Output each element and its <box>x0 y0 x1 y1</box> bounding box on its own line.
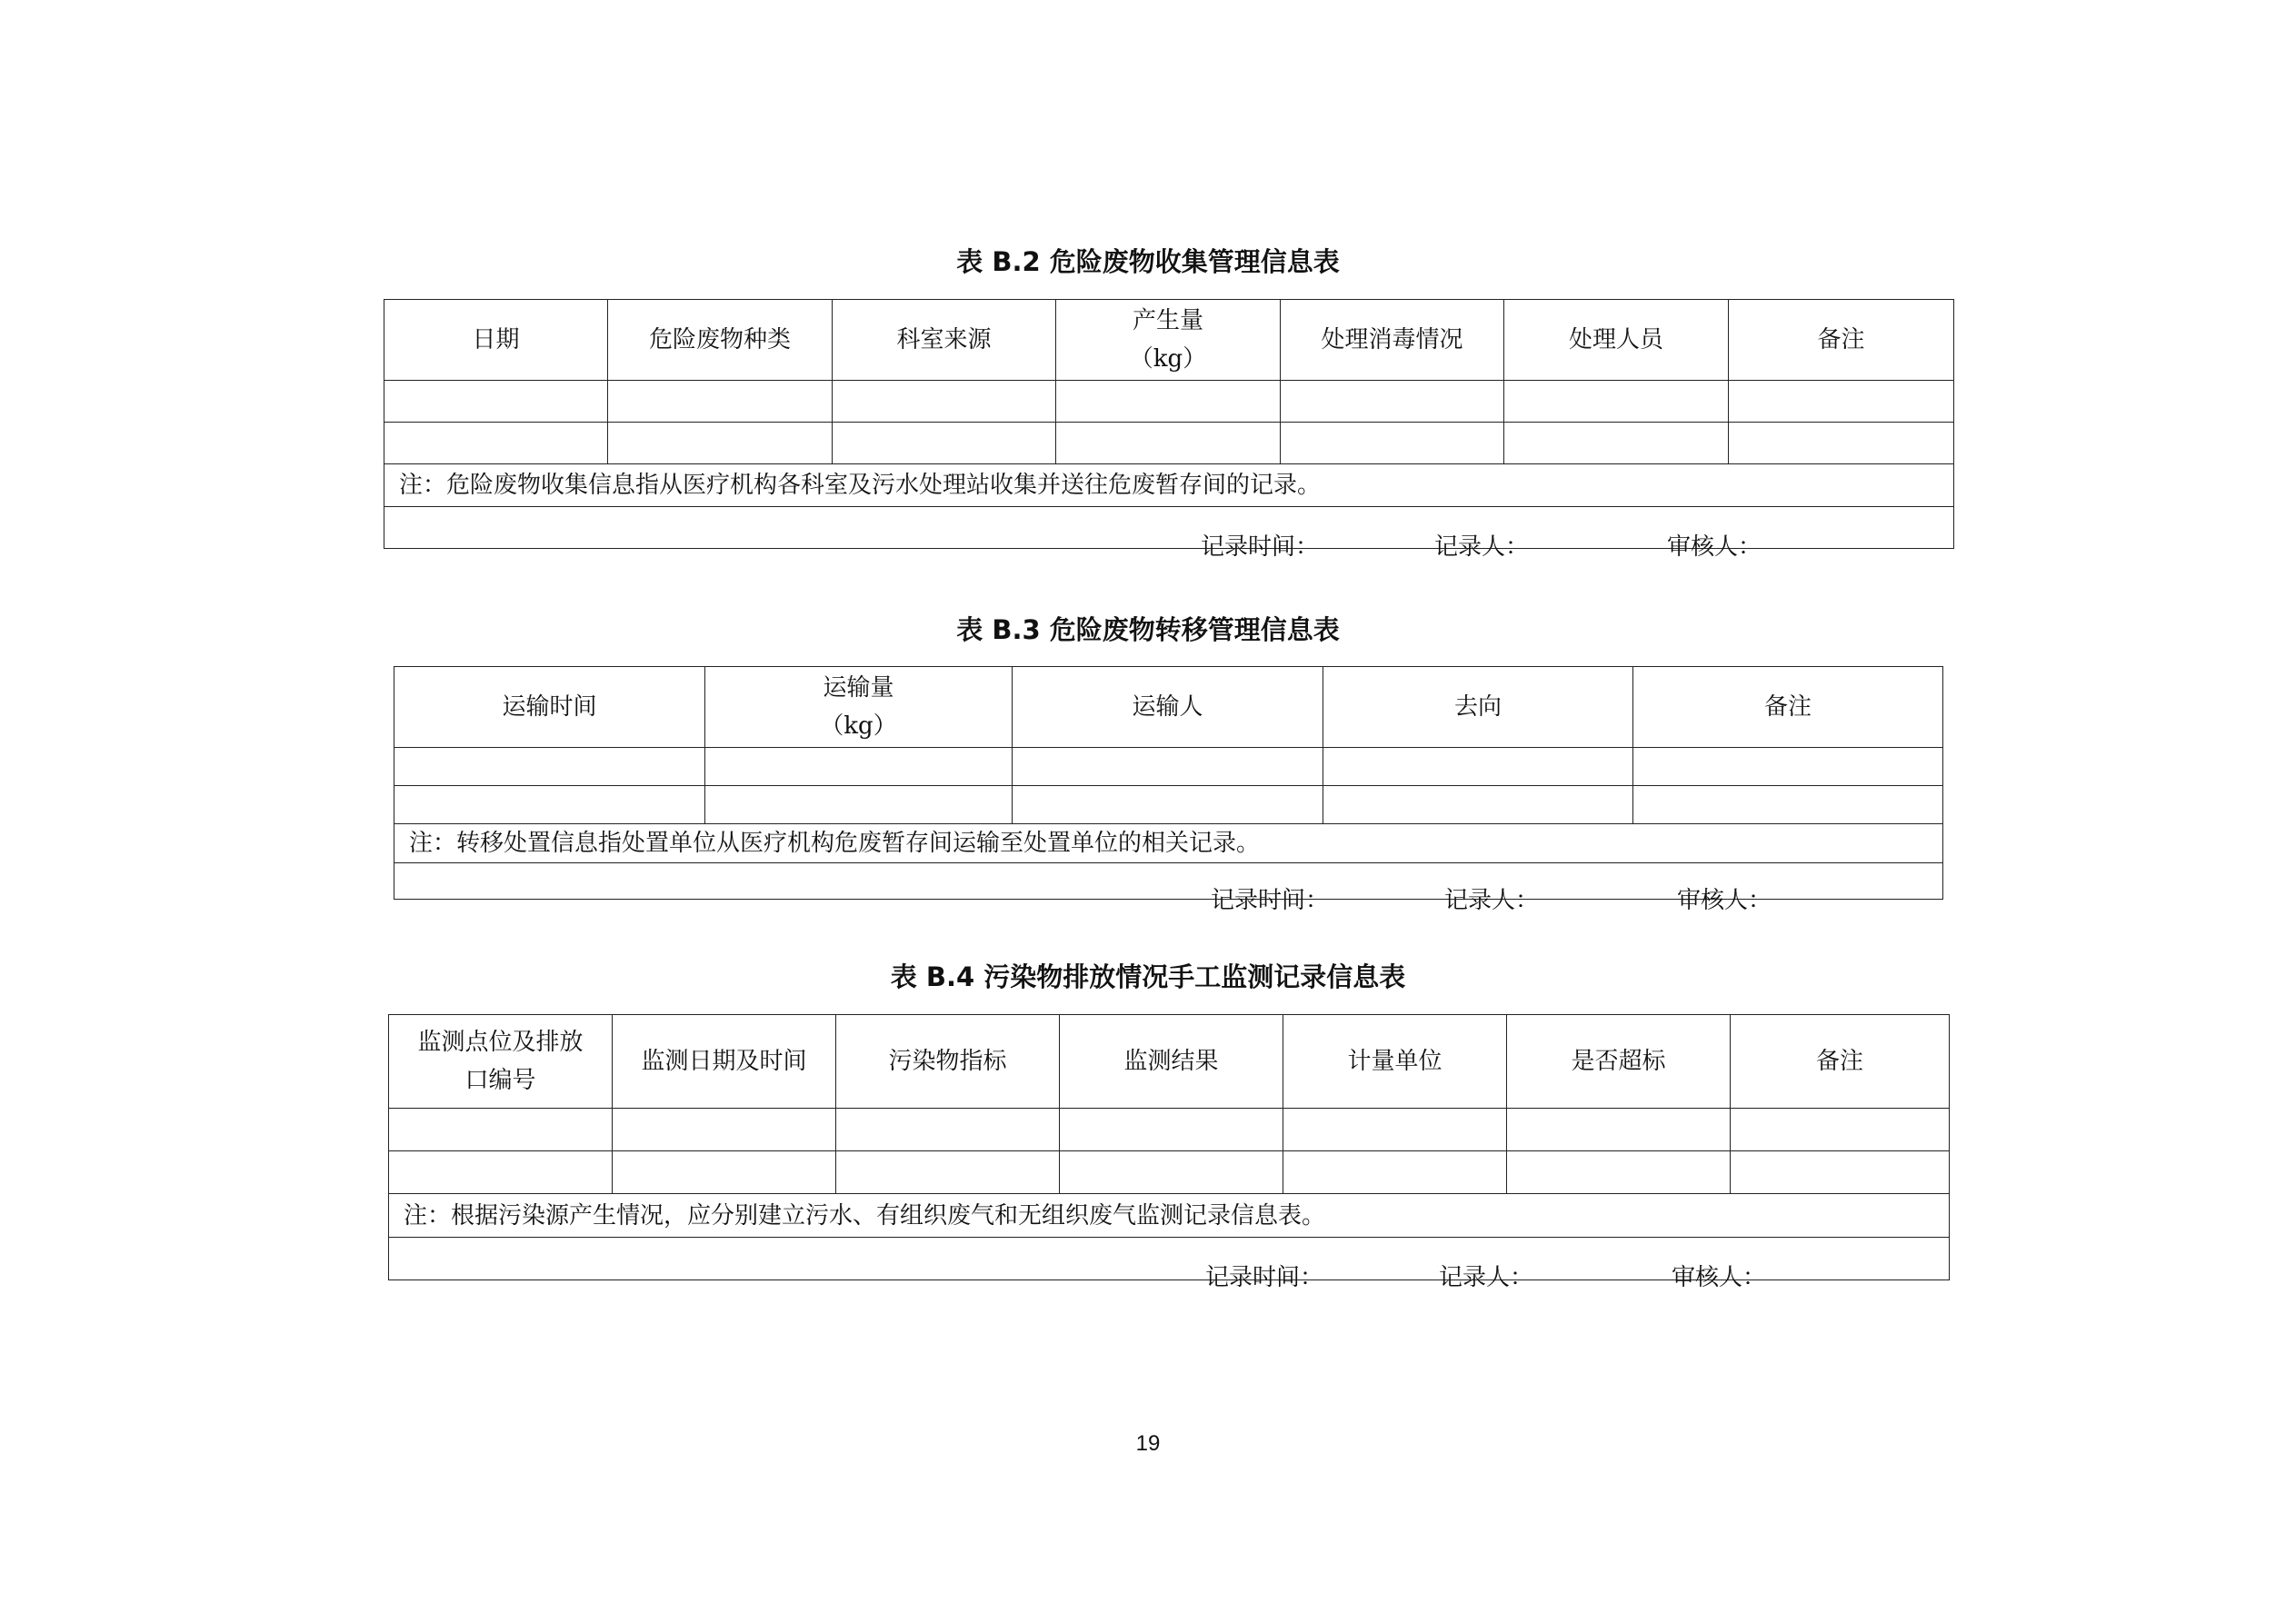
header-cell <box>389 1015 613 1109</box>
sign-cell <box>384 507 1954 561</box>
table-b2-title: 表 B.2 危险废物收集管理信息表 <box>956 246 1340 277</box>
header-cell: 科室来源 <box>833 300 1056 381</box>
table-cell[interactable] <box>613 1151 836 1194</box>
table-cell[interactable] <box>384 423 608 464</box>
table-cell[interactable] <box>1729 381 1954 423</box>
record-time-label: 记录时间： <box>1211 886 1330 914</box>
table-b2-note-row <box>384 464 1954 507</box>
header-cell: 备注 <box>1729 300 1954 381</box>
table-cell[interactable] <box>1060 1151 1283 1194</box>
table-b2 <box>384 299 1954 561</box>
table-cell[interactable] <box>394 786 705 824</box>
reviewer-label: 审核人： <box>1677 886 1772 914</box>
table-note: 注：转移处置信息指处置单位从医疗机构危废暂存间运输至处置单位的相关记录。 <box>394 824 1943 863</box>
table-cell[interactable] <box>1056 381 1281 423</box>
table-cell[interactable] <box>1633 748 1943 786</box>
table-b4 <box>388 1014 1950 1291</box>
table-cell[interactable] <box>1731 1151 1950 1194</box>
reviewer-label: 审核人： <box>1667 533 1762 561</box>
table-note: 注：危险废物收集信息指从医疗机构各科室及污水处理站收集并送往危废暂存间的记录。 <box>384 464 1954 507</box>
table-cell[interactable] <box>608 381 833 423</box>
table-row <box>394 786 1943 824</box>
table-b4-title: 表 B.4 污染物排放情况手工监测记录信息表 <box>890 961 1406 992</box>
header-cell <box>705 667 1013 748</box>
table-b4-note-row <box>389 1194 1950 1238</box>
header-cell-line: 运输量 <box>823 674 894 702</box>
table-row <box>394 748 1943 786</box>
table-cell[interactable] <box>836 1109 1060 1151</box>
table-row <box>389 1109 1950 1151</box>
record-time-label: 记录时间： <box>1205 1264 1324 1291</box>
table-b4-sign-row <box>389 1238 1950 1280</box>
header-cell: 处理消毒情况 <box>1281 300 1504 381</box>
recorder-label: 记录人： <box>1434 533 1530 561</box>
page-number: 19 <box>1135 1431 1161 1456</box>
table-cell[interactable] <box>1323 748 1633 786</box>
table-b3-title: 表 B.3 危险废物转移管理信息表 <box>956 614 1340 645</box>
table-cell[interactable] <box>1504 423 1729 464</box>
header-cell: 计量单位 <box>1283 1015 1507 1109</box>
header-cell: 备注 <box>1633 667 1943 748</box>
table-cell[interactable] <box>613 1109 836 1151</box>
header-cell: 危险废物种类 <box>608 300 833 381</box>
table-cell[interactable] <box>1504 381 1729 423</box>
header-cell: 运输人 <box>1013 667 1323 748</box>
table-cell[interactable] <box>1633 786 1943 824</box>
table-cell[interactable] <box>1729 423 1954 464</box>
table-cell[interactable] <box>1323 786 1633 824</box>
table-b2-header-row <box>384 300 1954 381</box>
table-b3-note-row <box>394 824 1943 863</box>
sign-cell <box>394 863 1943 914</box>
table-b3-sign-row <box>394 863 1943 900</box>
table-cell[interactable] <box>1060 1109 1283 1151</box>
table-row <box>384 381 1954 423</box>
table-cell[interactable] <box>1507 1109 1731 1151</box>
sign-cell <box>389 1238 1950 1291</box>
header-cell: 是否超标 <box>1507 1015 1731 1109</box>
table-b4-header-row <box>389 1015 1950 1109</box>
header-cell: 监测结果 <box>1060 1015 1283 1109</box>
table-row <box>384 423 1954 464</box>
table-cell[interactable] <box>1283 1109 1507 1151</box>
header-cell: 去向 <box>1323 667 1633 748</box>
table-cell[interactable] <box>1281 423 1504 464</box>
header-cell: 处理人员 <box>1504 300 1729 381</box>
table-b2-sign-row <box>384 507 1954 549</box>
table-cell[interactable] <box>389 1109 613 1151</box>
reviewer-label: 审核人： <box>1672 1264 1767 1291</box>
table-b3-header-row <box>394 667 1943 748</box>
header-cell-line: 监测点位及排放 <box>417 1029 584 1056</box>
table-cell[interactable] <box>608 423 833 464</box>
recorder-label: 记录人： <box>1439 1264 1534 1291</box>
header-cell: 运输时间 <box>394 667 705 748</box>
header-cell-line: 口编号 <box>464 1067 536 1094</box>
header-cell: 备注 <box>1731 1015 1950 1109</box>
header-cell: 污染物指标 <box>836 1015 1060 1109</box>
table-cell[interactable] <box>1013 786 1323 824</box>
record-time-label: 记录时间： <box>1201 533 1320 561</box>
table-cell[interactable] <box>833 381 1056 423</box>
table-cell[interactable] <box>705 786 1013 824</box>
recorder-label: 记录人： <box>1444 886 1540 914</box>
table-cell[interactable] <box>1283 1151 1507 1194</box>
header-cell-unit: （kg） <box>820 712 897 740</box>
table-cell[interactable] <box>836 1151 1060 1194</box>
table-cell[interactable] <box>1507 1151 1731 1194</box>
table-cell[interactable] <box>1731 1109 1950 1151</box>
table-cell[interactable] <box>1281 381 1504 423</box>
table-cell[interactable] <box>833 423 1056 464</box>
header-cell <box>1056 300 1281 381</box>
table-cell[interactable] <box>705 748 1013 786</box>
table-cell[interactable] <box>394 748 705 786</box>
table-cell[interactable] <box>1056 423 1281 464</box>
header-cell: 监测日期及时间 <box>613 1015 836 1109</box>
table-cell[interactable] <box>384 381 608 423</box>
table-note: 注：根据污染源产生情况，应分别建立污水、有组织废气和无组织废气监测记录信息表。 <box>389 1194 1950 1238</box>
table-cell[interactable] <box>1013 748 1323 786</box>
table-row <box>389 1151 1950 1194</box>
table-cell[interactable] <box>389 1151 613 1194</box>
header-cell: 日期 <box>384 300 608 381</box>
header-cell-line: 产生量 <box>1132 307 1203 334</box>
table-b3 <box>394 666 1943 914</box>
header-cell-unit: （kg） <box>1129 345 1207 373</box>
